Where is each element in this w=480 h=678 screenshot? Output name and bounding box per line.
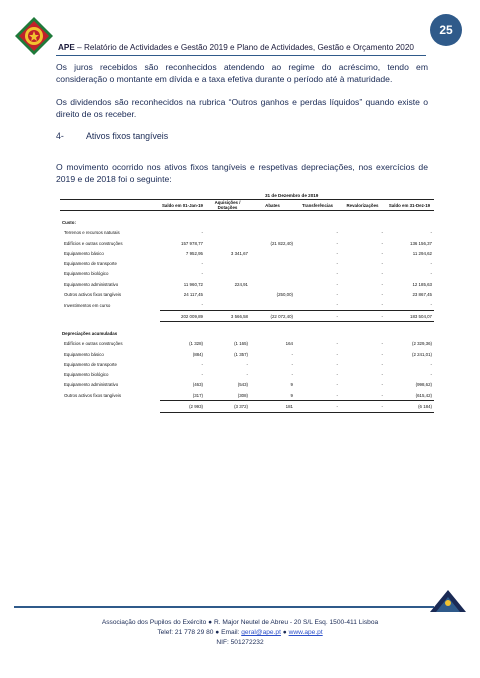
row-value [250,300,295,311]
row-value: 164 [285,341,293,347]
row-value [205,258,250,268]
row-label: Equipamento básico [64,351,104,357]
row-value: - [381,230,383,236]
row-value: - [430,361,432,367]
row-value: - [336,230,338,236]
row-value: - [381,361,383,367]
row-value: - [336,281,338,287]
row-value: - [336,250,338,256]
table-row [60,289,434,299]
row-value: - [381,351,383,357]
ape-logo-icon [14,16,54,56]
table-section-title-row [60,328,434,338]
row-label: Edifícios e outras construções [64,341,123,347]
table-row [60,380,434,390]
row-value [205,300,250,311]
table-section-title-row [60,217,434,227]
row-value: 11 960,72 [183,281,203,287]
section-heading [56,131,168,141]
footer-nif: NIF: 501272232 [216,639,264,646]
total-value: - [295,310,340,321]
row-value: - [336,392,338,398]
row-value: - [336,302,338,308]
row-value: - [246,361,248,367]
row-value: - [381,261,383,267]
row-label: Equipamento administrativo [64,281,119,287]
row-value: - [430,372,432,378]
row-value: (463) [192,382,203,388]
table-section-title: Custo: [62,219,76,225]
row-value: - [381,302,383,308]
row-value: - [430,271,432,277]
table-row [60,279,434,289]
row-value: (998,62) [415,382,432,388]
row-value: - [291,372,293,378]
table-row [60,258,434,268]
row-value: - [336,341,338,347]
table-period: 31 de Dezembro de 2019 [265,193,319,198]
row-value: (615,42) [415,392,432,398]
row-value: (1 357) [234,351,248,357]
table-header-cell [60,200,160,211]
table-row [60,238,434,248]
total-label [60,310,160,321]
table-row [60,300,434,311]
row-value: - [381,271,383,277]
table-header-cell: Aquisições / Dotações [205,200,250,211]
total-value: 202 009,89 [160,310,205,321]
row-value: - [381,281,383,287]
row-value: - [381,250,383,256]
table-row [60,349,434,359]
row-value: (21 822,40) [270,240,293,246]
row-value: - [201,261,203,267]
table-header-cell: Saldo em 31-Dez-19 [385,200,434,211]
row-value: - [336,261,338,267]
row-value [250,228,295,238]
table-section-title: Depreciações acumuladas [62,330,118,336]
total-value: 3 566,58 [205,310,250,321]
row-value: - [291,351,293,357]
row-value: 9 [290,392,293,398]
row-value: (308) [237,392,248,398]
table-total-row [60,310,434,321]
row-value: 9 [290,382,293,388]
row-label: Outros activos fixos tangíveis [64,292,122,298]
section-intro: O movimento ocorrido nos ativos fixos tangíveis e respetivas depreciações, nos exercícios de 2019 e de 2018 foi o seguinte: [56,162,428,184]
page-footer [0,618,480,648]
row-value: 7 952,95 [185,250,203,256]
row-value: - [336,382,338,388]
row-value: - [381,292,383,298]
row-value: 3 341,67 [230,250,248,256]
header-org: APE [58,43,75,52]
row-label: Equipamento biológico [64,372,109,378]
row-value: 11 294,62 [412,250,432,256]
table-row [60,369,434,379]
row-value [250,279,295,289]
total-value: (6 184) [385,401,434,412]
row-value: 24 117,45 [183,292,203,298]
footer-sep: ● [280,629,289,636]
table-header-cell: Transferências [295,200,340,211]
row-value: - [201,230,203,236]
total-value: (22 072,40) [250,310,295,321]
row-value: - [381,392,383,398]
total-value: - [340,310,385,321]
table-row [60,390,434,401]
page-header [58,43,414,52]
row-label: Terrenos e recursos naturais [64,230,120,236]
row-label: Outros activos fixos tangíveis [64,392,122,398]
footer-tel: Telef: 21 778 29 80 ● Email: [157,629,242,636]
fixed-assets-table [60,199,434,413]
row-value: (2 329,36) [411,341,432,347]
row-value: - [430,261,432,267]
row-value [250,269,295,279]
row-value: 23 867,45 [412,292,432,298]
table-header-cell: Revalorizações [340,200,385,211]
row-value: - [381,240,383,246]
total-value: - [295,401,340,412]
row-label: Equipamento básico [64,250,104,256]
row-value [205,289,250,299]
row-value: - [336,271,338,277]
row-value: - [430,302,432,308]
row-value: 12 185,63 [412,281,432,287]
row-value: - [201,372,203,378]
section-number: 4- [56,131,64,141]
row-label: Equipamento de transporte [64,261,117,267]
row-value [250,248,295,258]
row-value [205,269,250,279]
row-value: - [336,351,338,357]
row-value: (2 241,01) [411,351,432,357]
paragraph-interest: Os juros recebidos são reconhecidos atendendo ao regime do acréscimo, tendo em consideração o montante em dívida e a taxa efetiva durante o período até à maturidade. [56,62,428,84]
row-value: - [336,361,338,367]
row-value: 136 156,37 [410,240,432,246]
row-value [250,258,295,268]
page-number-badge [430,14,462,46]
section-title: Ativos fixos tangíveis [86,131,169,141]
footer-website-link[interactable]: www.ape.pt [288,629,323,636]
total-label [60,401,160,412]
header-divider [56,55,426,56]
row-value: - [381,341,383,347]
footer-divider [14,606,434,608]
row-value: - [381,372,383,378]
footer-email-link[interactable]: geral@ape.pt [241,629,281,636]
header-title: – Relatório de Actividades e Gestão 2019 e Plano de Actividades, Gestão e Orçamento 2020 [74,43,414,52]
row-value [205,228,250,238]
total-value: 181 [250,401,295,412]
footer-contacts [0,628,480,638]
table-row [60,339,434,349]
table-row [60,359,434,369]
footer-emblem-icon [428,586,468,614]
table-total-row [60,401,434,412]
row-value: - [291,361,293,367]
row-value [205,238,250,248]
total-value: (3 372) [205,401,250,412]
row-label: Equipamento de transporte [64,361,117,367]
table-row [60,248,434,258]
row-value: - [381,382,383,388]
paragraph-dividends: Os dividendos são reconhecidos na rubrica “Outros ganhos e perdas líquidos” quando existe o direito de os receber. [56,97,428,119]
row-label: Equipamento biológico [64,271,109,277]
row-value: (1 328) [189,341,203,347]
row-label: Investimentos em curso [64,302,111,308]
row-value: (250,00) [276,292,293,298]
row-value: - [336,292,338,298]
table-row [60,269,434,279]
row-value: - [336,240,338,246]
row-value: 157 978,77 [181,240,203,246]
row-value: - [336,372,338,378]
table-header-cell: Abates [250,200,295,211]
footer-address: Associação dos Pupilos do Exército ● R. Major Neutel de Abreu - 20 S/L Esq. 1500-411 Lisboa [101,619,379,626]
row-value: (884) [192,351,203,357]
row-value: (317) [192,392,203,398]
table-header-row [60,200,434,211]
row-label: Equipamento administrativo [64,382,119,388]
row-value: - [201,302,203,308]
row-value: (1 165) [234,341,248,347]
row-label: Edifícios e outras construções [64,240,123,246]
row-value: - [246,372,248,378]
total-value: (2 993) [160,401,205,412]
row-value: - [430,230,432,236]
total-value: - [340,401,385,412]
table-row [60,228,434,238]
page-number: 25 [439,23,453,37]
total-value: 183 504,07 [385,310,434,321]
row-value: - [201,361,203,367]
row-value: (543) [237,382,248,388]
row-value: - [201,271,203,277]
row-value: 224,91 [234,281,248,287]
table-header-cell: Saldo em 01-Jan-19 [160,200,205,211]
